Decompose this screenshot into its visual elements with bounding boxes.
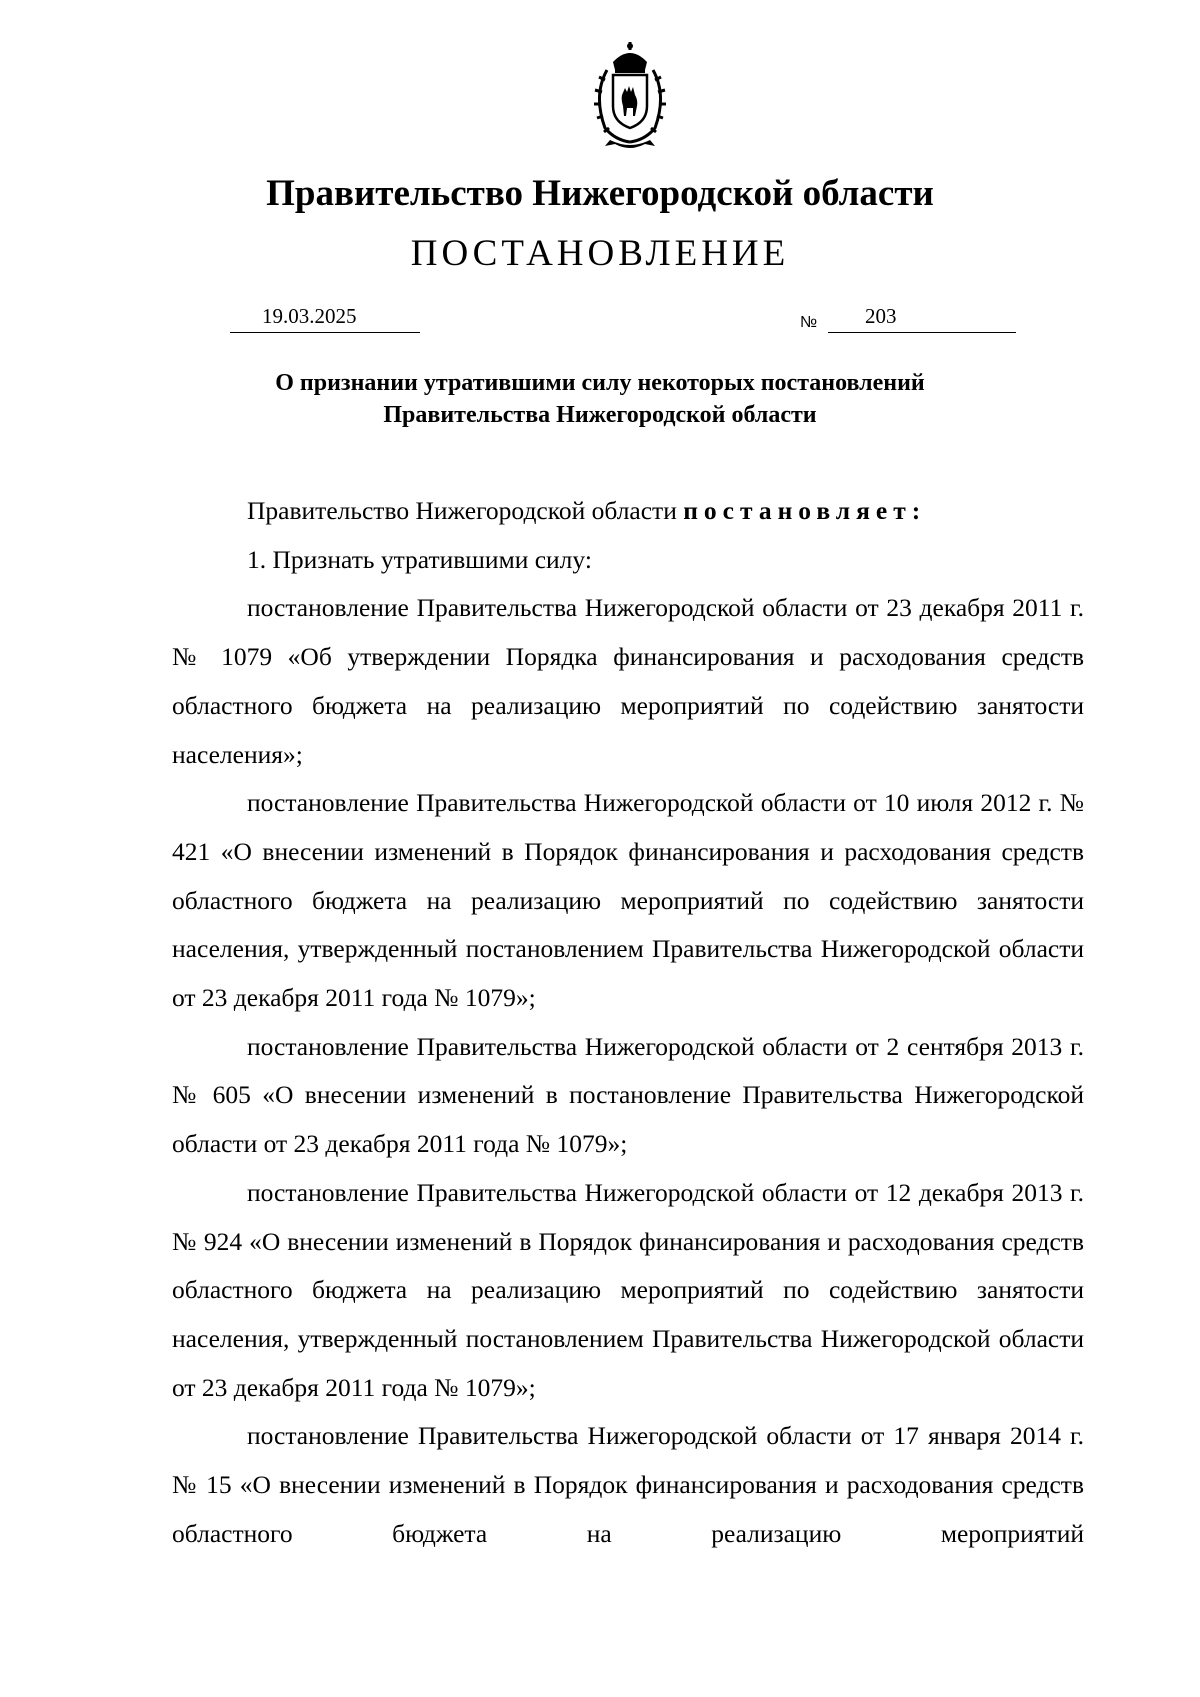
document-date: 19.03.2025 [262, 304, 357, 328]
document-subject [0, 367, 1200, 431]
date-field [230, 302, 420, 333]
document-number: 203 [865, 304, 897, 328]
document-type: ПОСТАНОВЛЕНИЕ [410, 233, 790, 274]
document-body [172, 487, 1084, 1558]
number-field [828, 302, 1016, 333]
intro-text: Правительство Нижегородской области [247, 496, 684, 525]
item-1: 1. Признать утратившими силу: [247, 544, 592, 574]
decree-word: постановляет: [683, 496, 927, 525]
subject-line-1: О признании утратившими силу некоторых постановлений [275, 370, 925, 396]
number-sign: № [800, 314, 818, 331]
subject-line-2: Правительства Нижегородской области [383, 402, 817, 428]
paragraph: постановление Правительства Нижегородской области от 2 сентября 2013 г. № 605 «О внесении изменений в постановление Правительства Нижегородской области от 23 декабря 2011 года № 1079»; [172, 1031, 1084, 1159]
paragraph: постановление Правительства Нижегородской области от 17 января 2014 г. № 15 «О внесении изменений в Порядок финансирования и расходования средств областного бюджета на реализацию мероприятий [172, 1421, 1084, 1548]
government-title: Правительство Нижегородской области [266, 173, 934, 214]
coat-of-arms-icon [575, 40, 685, 150]
intro-paragraph [172, 487, 1084, 536]
paragraph: постановление Правительства Нижегородской области от 23 декабря 2011 г. № 1079 «Об утверждении Порядка финансирования и расходования средств областного бюджета на реализацию мероприятий по содействию занятости населения»; [172, 593, 1084, 769]
paragraph: постановление Правительства Нижегородской области от 12 декабря 2013 г. № 924 «О внесении изменений в Порядок финансирования и расходования средств областного бюджета на реализацию мероприятий по содействию занятости населения, утвержденный постановлением Правительства Нижегородской области от 23 декабря 2011 года № 1079»; [172, 1177, 1084, 1402]
paragraph: постановление Правительства Нижегородской области от 10 июля 2012 г. № 421 «О внесении изменений в Порядок финансирования и расходования средств областного бюджета на реализацию мероприятий по содействию занятости населения, утвержденный постановлением Правительства Нижегородской области от 23 декабря 2011 года № 1079»; [172, 788, 1084, 1013]
